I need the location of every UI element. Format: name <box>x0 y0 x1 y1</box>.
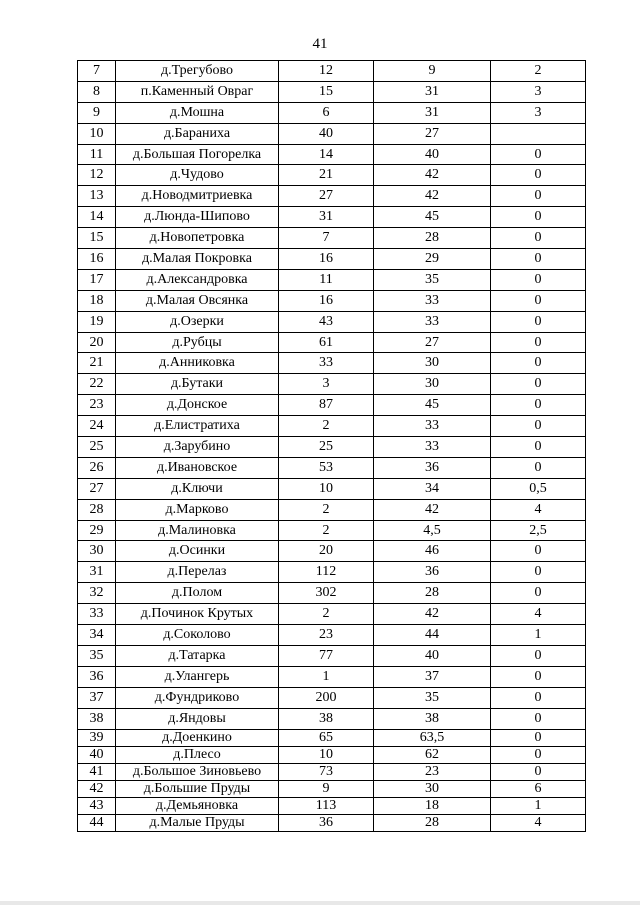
table-row <box>78 165 586 186</box>
value-a-cell: 9 <box>279 780 374 797</box>
row-number-cell: 14 <box>78 207 116 228</box>
settlement-name-cell: д.Зарубино <box>116 437 279 458</box>
value-b-cell: 30 <box>374 374 491 395</box>
value-c-cell: 0 <box>491 311 586 332</box>
value-c-cell: 4 <box>491 499 586 520</box>
value-c-cell: 0 <box>491 249 586 270</box>
value-a-cell: 10 <box>279 478 374 499</box>
value-b-cell: 4,5 <box>374 520 491 541</box>
value-b-cell: 62 <box>374 746 491 763</box>
value-c-cell: 0 <box>491 729 586 746</box>
value-c-cell: 0 <box>491 165 586 186</box>
value-c-cell <box>491 123 586 144</box>
settlement-name-cell: д.Ключи <box>116 478 279 499</box>
value-c-cell: 2 <box>491 61 586 82</box>
value-b-cell: 40 <box>374 645 491 666</box>
row-number-cell: 33 <box>78 604 116 625</box>
value-b-cell: 34 <box>374 478 491 499</box>
table-row <box>78 81 586 102</box>
value-b-cell: 9 <box>374 61 491 82</box>
value-b-cell: 42 <box>374 604 491 625</box>
settlement-name-cell: д.Марково <box>116 499 279 520</box>
settlement-name-cell: д.Улангерь <box>116 666 279 687</box>
row-number-cell: 32 <box>78 583 116 604</box>
row-number-cell: 13 <box>78 186 116 207</box>
value-a-cell: 25 <box>279 437 374 458</box>
value-a-cell: 21 <box>279 165 374 186</box>
row-number-cell: 27 <box>78 478 116 499</box>
value-b-cell: 37 <box>374 666 491 687</box>
value-c-cell: 0 <box>491 374 586 395</box>
value-c-cell: 0 <box>491 457 586 478</box>
value-a-cell: 15 <box>279 81 374 102</box>
value-b-cell: 33 <box>374 311 491 332</box>
value-b-cell: 28 <box>374 228 491 249</box>
row-number-cell: 42 <box>78 780 116 797</box>
value-a-cell: 7 <box>279 228 374 249</box>
value-c-cell: 1 <box>491 625 586 646</box>
row-number-cell: 15 <box>78 228 116 249</box>
row-number-cell: 22 <box>78 374 116 395</box>
row-number-cell: 23 <box>78 395 116 416</box>
row-number-cell: 34 <box>78 625 116 646</box>
value-b-cell: 18 <box>374 797 491 814</box>
value-b-cell: 42 <box>374 186 491 207</box>
settlement-name-cell: д.Новопетровка <box>116 228 279 249</box>
value-a-cell: 2 <box>279 499 374 520</box>
settlement-name-cell: д.Мошна <box>116 102 279 123</box>
value-a-cell: 73 <box>279 763 374 780</box>
table-row <box>78 645 586 666</box>
table-row <box>78 814 586 831</box>
settlement-name-cell: д.Елистратиха <box>116 416 279 437</box>
table-row <box>78 478 586 499</box>
value-a-cell: 31 <box>279 207 374 228</box>
value-b-cell: 28 <box>374 583 491 604</box>
value-a-cell: 12 <box>279 61 374 82</box>
table-row <box>78 332 586 353</box>
value-a-cell: 11 <box>279 269 374 290</box>
table-row <box>78 228 586 249</box>
value-a-cell: 14 <box>279 144 374 165</box>
settlement-name-cell: д.Фундриково <box>116 687 279 708</box>
table-row <box>78 144 586 165</box>
table-row <box>78 395 586 416</box>
settlement-name-cell: д.Осинки <box>116 541 279 562</box>
value-a-cell: 23 <box>279 625 374 646</box>
settlement-name-cell: д.Новодмитриевка <box>116 186 279 207</box>
table-row <box>78 249 586 270</box>
value-b-cell: 45 <box>374 395 491 416</box>
row-number-cell: 16 <box>78 249 116 270</box>
settlement-name-cell: д.Перелаз <box>116 562 279 583</box>
table-row <box>78 499 586 520</box>
value-c-cell: 2,5 <box>491 520 586 541</box>
value-b-cell: 42 <box>374 499 491 520</box>
value-a-cell: 87 <box>279 395 374 416</box>
row-number-cell: 21 <box>78 353 116 374</box>
table-row <box>78 666 586 687</box>
value-a-cell: 16 <box>279 249 374 270</box>
value-c-cell: 0,5 <box>491 478 586 499</box>
table-row <box>78 520 586 541</box>
table-row <box>78 374 586 395</box>
value-b-cell: 27 <box>374 123 491 144</box>
table-row <box>78 746 586 763</box>
row-number-cell: 28 <box>78 499 116 520</box>
value-a-cell: 20 <box>279 541 374 562</box>
settlement-name-cell: д.Починок Крутых <box>116 604 279 625</box>
value-a-cell: 113 <box>279 797 374 814</box>
table-row <box>78 123 586 144</box>
settlement-name-cell: д.Демьяновка <box>116 797 279 814</box>
value-a-cell: 200 <box>279 687 374 708</box>
row-number-cell: 38 <box>78 708 116 729</box>
value-c-cell: 0 <box>491 541 586 562</box>
value-c-cell: 0 <box>491 353 586 374</box>
settlement-name-cell: д.Бараниха <box>116 123 279 144</box>
row-number-cell: 40 <box>78 746 116 763</box>
row-number-cell: 19 <box>78 311 116 332</box>
table-body <box>78 61 586 832</box>
settlement-name-cell: д.Полом <box>116 583 279 604</box>
row-number-cell: 39 <box>78 729 116 746</box>
table-row <box>78 583 586 604</box>
value-b-cell: 30 <box>374 353 491 374</box>
value-a-cell: 2 <box>279 604 374 625</box>
value-b-cell: 63,5 <box>374 729 491 746</box>
row-number-cell: 10 <box>78 123 116 144</box>
value-b-cell: 27 <box>374 332 491 353</box>
value-c-cell: 0 <box>491 290 586 311</box>
table-row <box>78 207 586 228</box>
value-a-cell: 61 <box>279 332 374 353</box>
value-b-cell: 38 <box>374 708 491 729</box>
value-b-cell: 46 <box>374 541 491 562</box>
value-c-cell: 1 <box>491 797 586 814</box>
table-row <box>78 797 586 814</box>
table-row <box>78 186 586 207</box>
value-a-cell: 302 <box>279 583 374 604</box>
settlement-name-cell: д.Малые Пруды <box>116 814 279 831</box>
row-number-cell: 26 <box>78 457 116 478</box>
table-row <box>78 729 586 746</box>
table-row <box>78 353 586 374</box>
row-number-cell: 8 <box>78 81 116 102</box>
value-a-cell: 3 <box>279 374 374 395</box>
table-row <box>78 290 586 311</box>
settlement-name-cell: д.Малая Овсянка <box>116 290 279 311</box>
row-number-cell: 25 <box>78 437 116 458</box>
value-a-cell: 77 <box>279 645 374 666</box>
value-c-cell: 0 <box>491 763 586 780</box>
value-a-cell: 33 <box>279 353 374 374</box>
value-a-cell: 40 <box>279 123 374 144</box>
row-number-cell: 35 <box>78 645 116 666</box>
value-c-cell: 0 <box>491 708 586 729</box>
table-row <box>78 457 586 478</box>
value-c-cell: 3 <box>491 102 586 123</box>
row-number-cell: 7 <box>78 61 116 82</box>
value-c-cell: 4 <box>491 814 586 831</box>
settlement-name-cell: д.Озерки <box>116 311 279 332</box>
page-bottom-edge <box>0 901 640 905</box>
row-number-cell: 43 <box>78 797 116 814</box>
value-a-cell: 2 <box>279 520 374 541</box>
table-row <box>78 437 586 458</box>
page-number: 41 <box>312 36 328 52</box>
settlement-name-cell: д.Малиновка <box>116 520 279 541</box>
settlement-name-cell: д.Рубцы <box>116 332 279 353</box>
row-number-cell: 11 <box>78 144 116 165</box>
value-c-cell: 0 <box>491 583 586 604</box>
value-a-cell: 16 <box>279 290 374 311</box>
row-number-cell: 41 <box>78 763 116 780</box>
value-b-cell: 31 <box>374 102 491 123</box>
value-b-cell: 35 <box>374 687 491 708</box>
value-c-cell: 0 <box>491 395 586 416</box>
table-row <box>78 780 586 797</box>
row-number-cell: 31 <box>78 562 116 583</box>
value-b-cell: 29 <box>374 249 491 270</box>
value-c-cell: 0 <box>491 228 586 249</box>
value-b-cell: 36 <box>374 457 491 478</box>
settlements-table <box>77 60 586 832</box>
value-a-cell: 1 <box>279 666 374 687</box>
settlement-name-cell: д.Донское <box>116 395 279 416</box>
value-b-cell: 44 <box>374 625 491 646</box>
table-row <box>78 604 586 625</box>
value-c-cell: 0 <box>491 144 586 165</box>
value-b-cell: 33 <box>374 416 491 437</box>
value-a-cell: 112 <box>279 562 374 583</box>
table-row <box>78 416 586 437</box>
row-number-cell: 9 <box>78 102 116 123</box>
table-row <box>78 625 586 646</box>
table-row <box>78 562 586 583</box>
value-c-cell: 0 <box>491 207 586 228</box>
value-a-cell: 43 <box>279 311 374 332</box>
value-b-cell: 35 <box>374 269 491 290</box>
table-row <box>78 269 586 290</box>
settlement-name-cell: д.Большая Погорелка <box>116 144 279 165</box>
value-a-cell: 2 <box>279 416 374 437</box>
value-c-cell: 0 <box>491 687 586 708</box>
table-row <box>78 541 586 562</box>
settlement-name-cell: д.Бутаки <box>116 374 279 395</box>
value-a-cell: 27 <box>279 186 374 207</box>
row-number-cell: 44 <box>78 814 116 831</box>
settlement-name-cell: д.Большие Пруды <box>116 780 279 797</box>
settlement-name-cell: д.Плесо <box>116 746 279 763</box>
value-c-cell: 0 <box>491 666 586 687</box>
settlement-name-cell: д.Доенкино <box>116 729 279 746</box>
settlement-name-cell: д.Соколово <box>116 625 279 646</box>
value-c-cell: 4 <box>491 604 586 625</box>
value-c-cell: 0 <box>491 562 586 583</box>
settlement-name-cell: д.Яндовы <box>116 708 279 729</box>
value-b-cell: 40 <box>374 144 491 165</box>
value-c-cell: 3 <box>491 81 586 102</box>
value-b-cell: 33 <box>374 437 491 458</box>
table-row <box>78 763 586 780</box>
value-a-cell: 10 <box>279 746 374 763</box>
value-c-cell: 6 <box>491 780 586 797</box>
row-number-cell: 24 <box>78 416 116 437</box>
value-b-cell: 36 <box>374 562 491 583</box>
row-number-cell: 37 <box>78 687 116 708</box>
settlement-name-cell: д.Анниковка <box>116 353 279 374</box>
settlement-name-cell: д.Трегубово <box>116 61 279 82</box>
settlement-name-cell: д.Ивановское <box>116 457 279 478</box>
value-b-cell: 45 <box>374 207 491 228</box>
value-a-cell: 65 <box>279 729 374 746</box>
value-c-cell: 0 <box>491 437 586 458</box>
value-a-cell: 6 <box>279 102 374 123</box>
value-a-cell: 36 <box>279 814 374 831</box>
row-number-cell: 20 <box>78 332 116 353</box>
table-row <box>78 311 586 332</box>
value-b-cell: 33 <box>374 290 491 311</box>
value-c-cell: 0 <box>491 645 586 666</box>
settlement-name-cell: д.Малая Покровка <box>116 249 279 270</box>
value-a-cell: 38 <box>279 708 374 729</box>
value-c-cell: 0 <box>491 269 586 290</box>
value-c-cell: 0 <box>491 416 586 437</box>
table-row <box>78 61 586 82</box>
settlement-name-cell: п.Каменный Овраг <box>116 81 279 102</box>
settlement-name-cell: д.Чудово <box>116 165 279 186</box>
table-row <box>78 102 586 123</box>
value-b-cell: 31 <box>374 81 491 102</box>
value-a-cell: 53 <box>279 457 374 478</box>
table-row <box>78 708 586 729</box>
row-number-cell: 12 <box>78 165 116 186</box>
value-c-cell: 0 <box>491 332 586 353</box>
row-number-cell: 30 <box>78 541 116 562</box>
settlement-name-cell: д.Александровка <box>116 269 279 290</box>
row-number-cell: 36 <box>78 666 116 687</box>
value-b-cell: 28 <box>374 814 491 831</box>
value-c-cell: 0 <box>491 186 586 207</box>
value-c-cell: 0 <box>491 746 586 763</box>
value-b-cell: 42 <box>374 165 491 186</box>
settlement-name-cell: д.Большое Зиновьево <box>116 763 279 780</box>
settlement-name-cell: д.Татарка <box>116 645 279 666</box>
row-number-cell: 17 <box>78 269 116 290</box>
row-number-cell: 18 <box>78 290 116 311</box>
value-b-cell: 30 <box>374 780 491 797</box>
settlement-name-cell: д.Люнда-Шипово <box>116 207 279 228</box>
value-b-cell: 23 <box>374 763 491 780</box>
row-number-cell: 29 <box>78 520 116 541</box>
table-row <box>78 687 586 708</box>
